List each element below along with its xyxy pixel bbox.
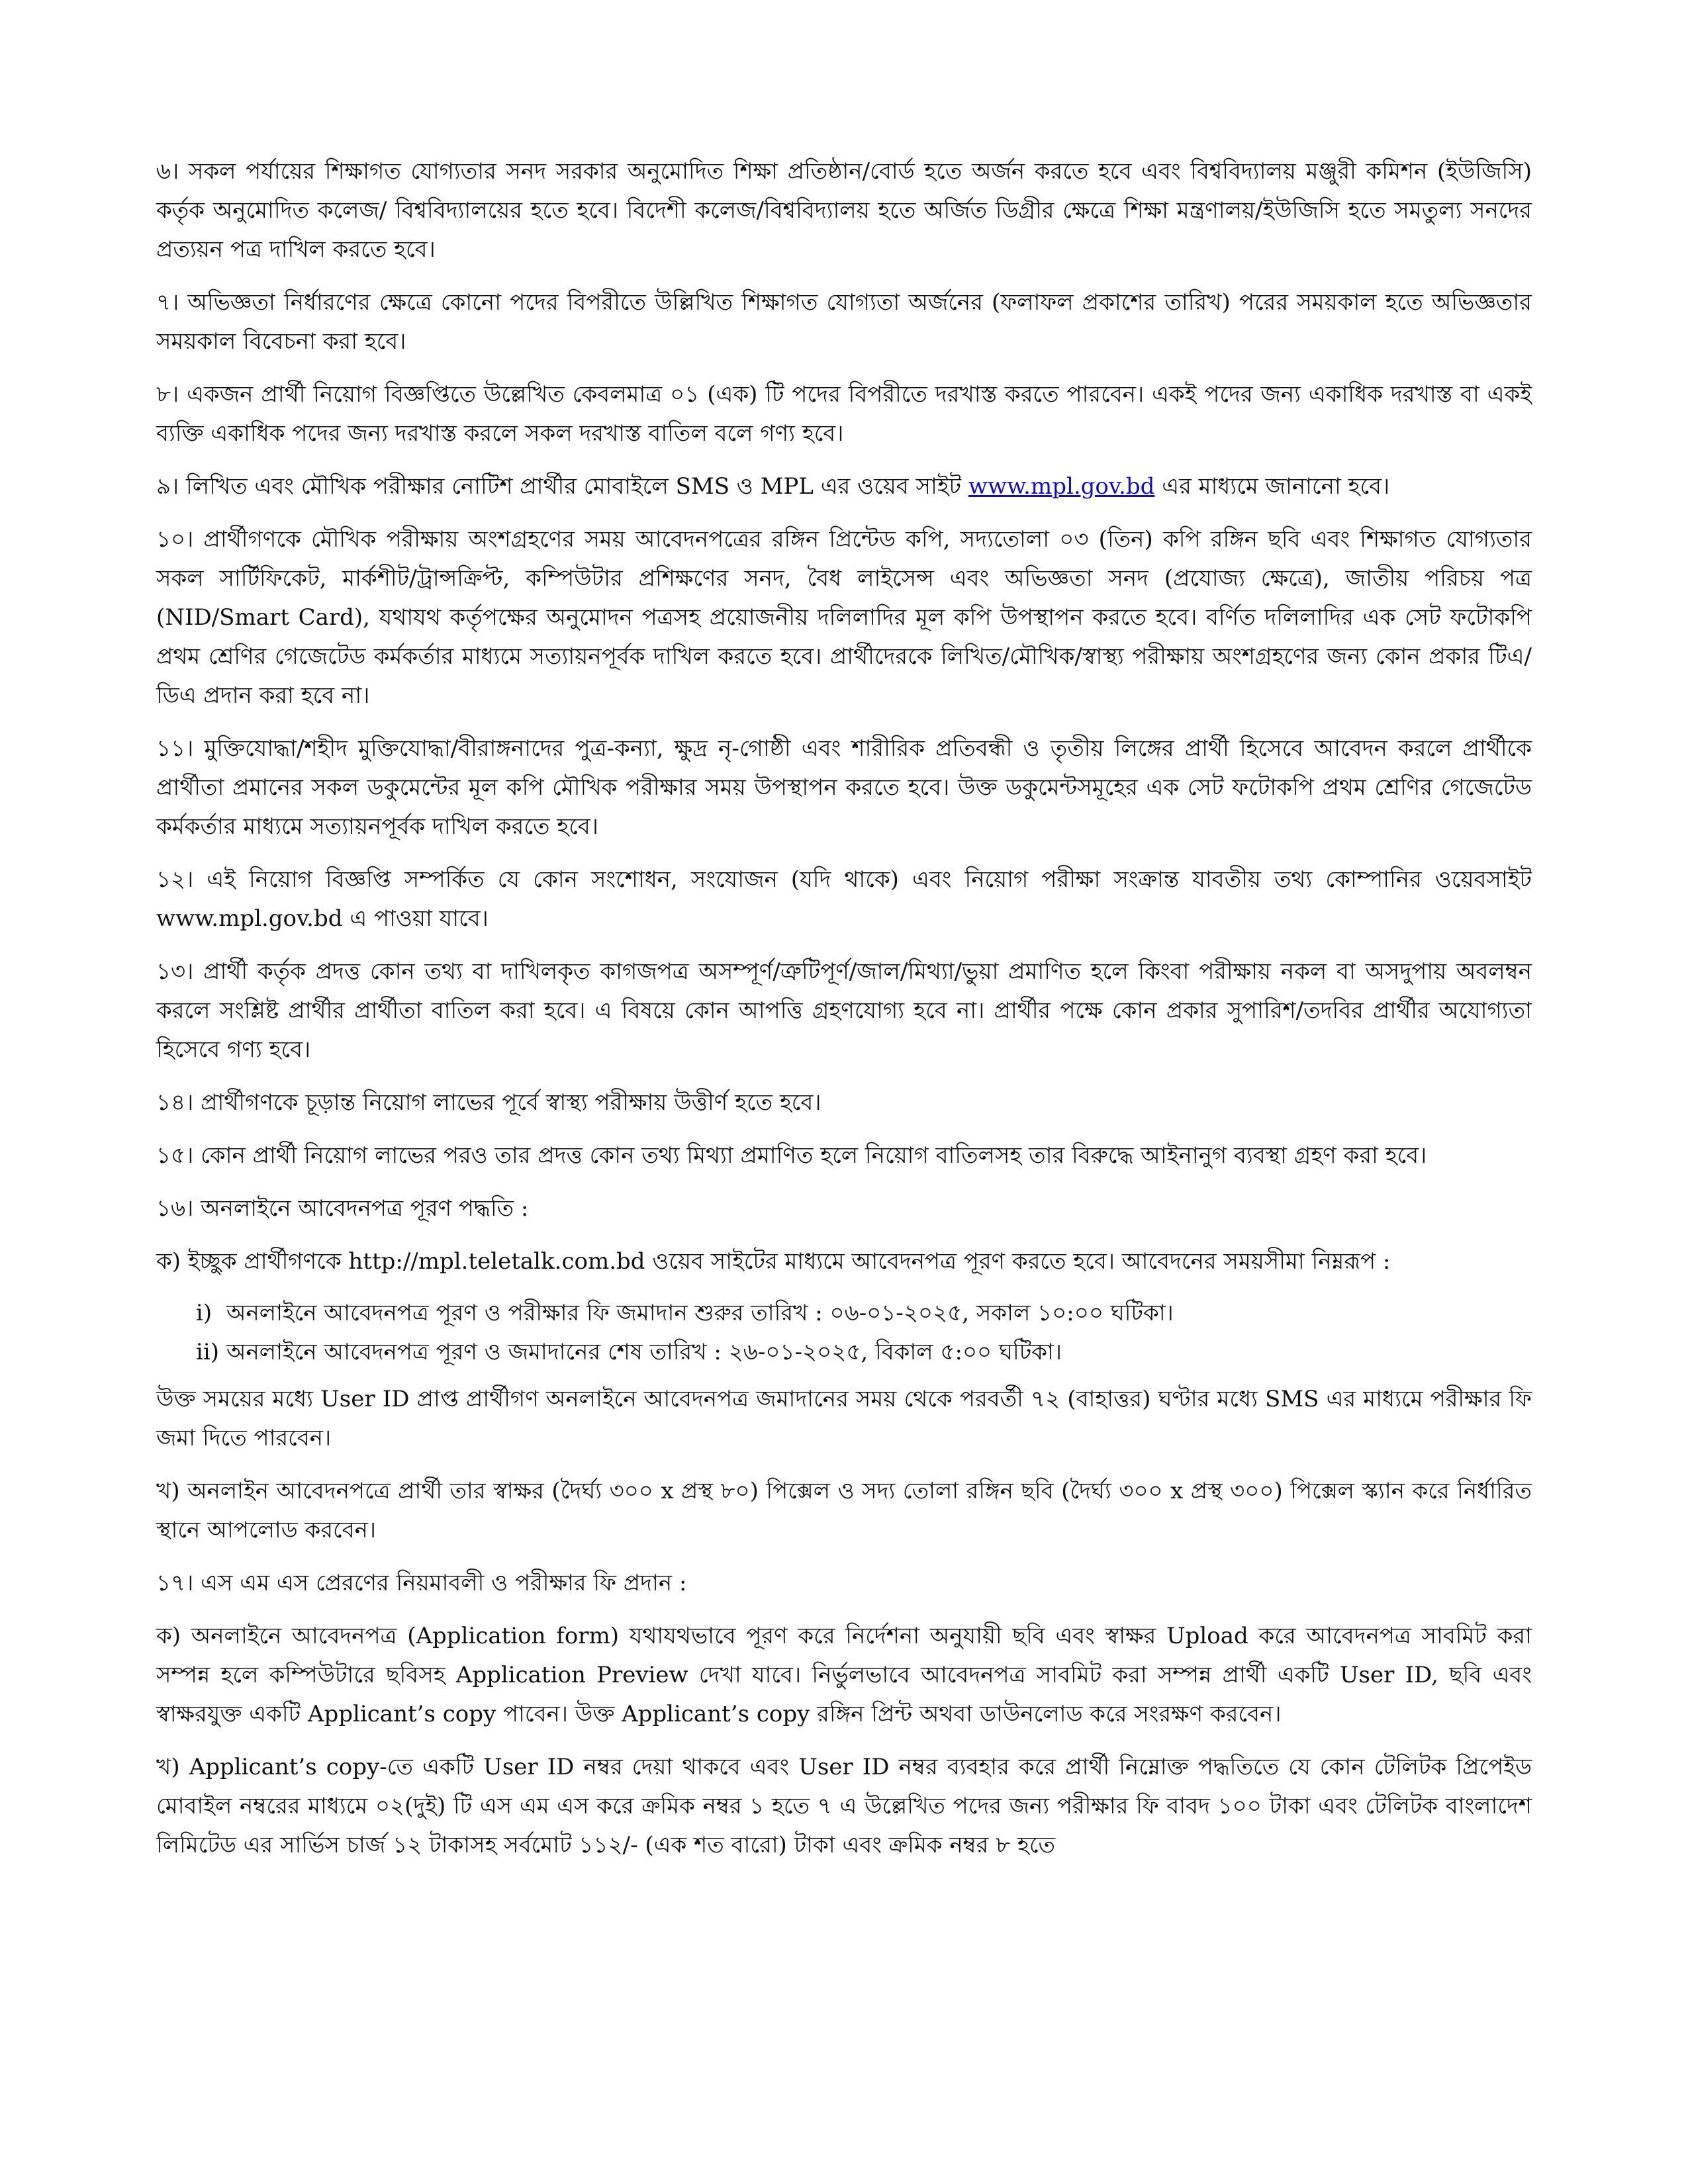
application-dates-list	[196, 1294, 1532, 1372]
list-marker: ii)	[196, 1339, 220, 1365]
paragraph-12: ১২। এই নিয়োগ বিজ্ঞপ্তি সম্পর্কিত যে কোন সংশোধন, সংযোজন (যদি থাকে) এবং নিয়োগ পরীক্ষা সংক্রান্ত যাবতীয় তথ্য কোম্পানির ওয়েবসাইট www.mpl.gov.bd এ পাওয়া যাবে।	[156, 866, 1532, 932]
section-16-note: উক্ত সময়ের মধ্যে User ID প্রাপ্ত প্রার্থীগণ অনলাইনে আবেদনপত্র জমাদানের সময় থেকে পরবর্তী ৭২ (বাহাত্তর) ঘণ্টার মধ্যে SMS এর মাধ্যমে পরীক্ষার ফি জমা দিতে পারবেন।	[156, 1386, 1532, 1451]
paragraph-7: ৭। অভিজ্ঞতা নির্ধারণের ক্ষেত্রে কোনো পদের বিপরীতে উল্লিখিত শিক্ষাগত যোগ্যতা অর্জনের (ফলাফল প্রকাশের তারিখ) পরের সময়কাল হতে অভিজ্ঞতার সময়কাল বিবেচনা করা হবে।	[156, 289, 1532, 355]
paragraph-10: ১০। প্রার্থীগণকে মৌখিক পরীক্ষায় অংশগ্রহণের সময় আবেদনপত্রের রঙ্গিন প্রিন্টেড কপি, সদ্যতোলা ০৩ (তিন) কপি রঙ্গিন ছবি এবং শিক্ষাগত যোগ্যতার সকল সার্টিফিকেট, মার্কশীট/ট্রান্সক্রিপ্ট, কম্পিউটার প্রশিক্ষণের সনদ, বৈধ লাইসেন্স এবং অভিজ্ঞতা সনদ (প্রযোজ্য ক্ষেত্রে), জাতীয় পরিচয় পত্র (NID/Smart Card), যথাযথ কর্তৃপক্ষের অনুমোদন পত্রসহ প্রয়োজনীয় দলিলাদির মূল কপি উপস্থাপন করতে হবে। বর্ণিত দলিলাদির এক সেট ফটোকপি প্রথম শ্রেণির গেজেটেড কর্মকর্তার মাধ্যমে সত্যায়নপূর্বক দাখিল করতে হবে। প্রার্থীদেরকে লিখিত/মৌখিক/স্বাস্থ্য পরীক্ষায় অংশগ্রহণের জন্য কোন প্রকার টিএ/ডিএ প্রদান করা হবে না।	[156, 526, 1532, 709]
paragraph-9-text-after: এর মাধ্যমে জানানো হবে।	[1154, 473, 1390, 500]
paragraph-6: ৬। সকল পর্যায়ের শিক্ষাগত যোগ্যতার সনদ সরকার অনুমোদিত শিক্ষা প্রতিষ্ঠান/বোর্ড হতে অর্জন করতে হবে এবং বিশ্ববিদ্যালয় মঞ্জুরী কমিশন (ইউজিসি) কর্তৃক অনুমোদিত কলেজ/ বিশ্ববিদ্যালয়ের হতে হবে। বিদেশী কলেজ/বিশ্ববিদ্যালয় হতে অর্জিত ডিগ্রীর ক্ষেত্রে শিক্ষা মন্ত্রণালয়/ইউজিসি হতে সমতুল্য সনদের প্রত্যয়ন পত্র দাখিল করতে হবে।	[156, 158, 1532, 263]
mpl-website-link[interactable]: www.mpl.gov.bd	[968, 473, 1155, 500]
application-start-date: অনলাইনে আবেদনপত্র পূরণ ও পরীক্ষার ফি জমাদান শুরুর তারিখ : ০৬-০১-২০২৫, সকাল ১০:০০ ঘটিকা।	[226, 1300, 1174, 1326]
list-item	[196, 1294, 1532, 1333]
paragraph-14: ১৪। প্রার্থীগণকে চূড়ান্ত নিয়োগ লাভের পূর্বে স্বাস্থ্য পরীক্ষায় উত্তীর্ণ হতে হবে।	[156, 1089, 821, 1116]
section-17-item-kha: খ) Applicant’s copy-তে একটি User ID নম্বর দেয়া থাকবে এবং User ID নম্বর ব্যবহার করে প্রার্থী নিম্নোক্ত পদ্ধতিতে যে কোন টেলিটক প্রিপেইড মোবাইল নম্বরের মাধ্যমে ০২(দুই) টি এস এম এস করে ক্রমিক নম্বর ১ হতে ৭ এ উল্লেখিত পদের জন্য পরীক্ষার ফি বাবদ ১০০ টাকা এবং টেলিটক বাংলাদেশ লিমিটেড এর সার্ভিস চার্জ ১২ টাকাসহ সর্বমোট ১১২/- (এক শত বারো) টাকা এবং ক্রমিক নম্বর ৮ হতে	[156, 1754, 1532, 1858]
application-end-date: অনলাইনে আবেদনপত্র পূরণ ও জমাদানের শেষ তারিখ : ২৬-০১-২০২৫, বিকাল ৫:০০ ঘটিকা।	[226, 1339, 1062, 1365]
section-16-item-kha: খ) অনলাইন আবেদনপত্রে প্রার্থী তার স্বাক্ষর (দৈর্ঘ্য ৩০০ x প্রস্থ ৮০) পিক্সেল ও সদ্য তোলা রঙ্গিন ছবি (দৈর্ঘ্য ৩০০ x প্রস্থ ৩০০) পিক্সেল স্ক্যান করে নির্ধারিত স্থানে আপলোড করবেন।	[156, 1478, 1532, 1543]
section-17-item-ka: ক) অনলাইনে আবেদনপত্র (Application form) যথাযথভাবে পূরণ করে নির্দেশনা অনুযায়ী ছবি এবং স্বাক্ষর Upload করে আবেদনপত্র সাবমিট করা সম্পন্ন হলে কম্পিউটারে ছবিসহ Application Preview দেখা যাবে। নির্ভুলভাবে আবেদনপত্র সাবমিট করা সম্পন্ন প্রার্থী একটি User ID, ছবি এবং স্বাক্ষরযুক্ত একটি Applicant’s copy পাবেন। উক্ত Applicant’s copy রঙ্গিন প্রিন্ট অথবা ডাউনলোড করে সংরক্ষণ করবেন।	[156, 1623, 1532, 1727]
list-marker: i)	[196, 1300, 212, 1326]
section-16-heading: ১৬। অনলাইনে আবেদনপত্র পূরণ পদ্ধতি :	[156, 1195, 529, 1222]
section-17-heading: ১৭। এস এম এস প্রেরণের নিয়মাবলী ও পরীক্ষার ফি প্রদান :	[156, 1570, 687, 1596]
paragraph-13: ১৩। প্রার্থী কর্তৃক প্রদত্ত কোন তথ্য বা দাখিলকৃত কাগজপত্র অসম্পূর্ণ/ত্রুটিপূর্ণ/জাল/মিথ্যা/ভুয়া প্রমাণিত হলে কিংবা পরীক্ষায় নকল বা অসদুপায় অবলম্বন করলে সংশ্লিষ্ট প্রার্থীর প্রার্থীতা বাতিল করা হবে। এ বিষয়ে কোন আপত্তি গ্রহণযোগ্য হবে না। প্রার্থীর পক্ষে কোন প্রকার সুপারিশ/তদবির প্রার্থীর অযোগ্যতা হিসেবে গণ্য হবে।	[156, 958, 1532, 1063]
paragraph-11: ১১। মুক্তিযোদ্ধা/শহীদ মুক্তিযোদ্ধা/বীরাঙ্গনাদের পুত্র-কন্যা, ক্ষুদ্র নৃ-গোষ্ঠী এবং শারীরিক প্রতিবন্ধী ও তৃতীয় লিঙ্গের প্রার্থী হিসেবে আবেদন করলে প্রার্থীকে প্রার্থীতা প্রমানের সকল ডকুমেন্টের মূল কপি মৌখিক পরীক্ষার সময় উপস্থাপন করতে হবে। উক্ত ডকুমেন্টসমূহের এক সেট ফটোকপি প্রথম শ্রেণির গেজেটেড কর্মকর্তার মাধ্যমে সত্যায়নপূর্বক দাখিল করতে হবে।	[156, 735, 1532, 840]
paragraph-8: ৮। একজন প্রার্থী নিয়োগ বিজ্ঞপ্তিতে উল্লেখিত কেবলমাত্র ০১ (এক) টি পদের বিপরীতে দরখাস্ত করতে পারবেন। একই পদের জন্য একাধিক দরখাস্ত বা একই ব্যক্তি একাধিক পদের জন্য দরখাস্ত করলে সকল দরখাস্ত বাতিল বলে গণ্য হবে।	[156, 381, 1532, 447]
section-16-item-ka: ক) ইচ্ছুক প্রার্থীগণকে http://mpl.teletalk.com.bd ওয়েব সাইটের মাধ্যমে আবেদনপত্র পূরণ করতে হবে। আবেদনের সময়সীমা নিম্নরূপ :	[156, 1248, 1391, 1275]
paragraph-15: ১৫। কোন প্রার্থী নিয়োগ লাভের পরও তার প্রদত্ত কোন তথ্য মিথ্যা প্রমাণিত হলে নিয়োগ বাতিলসহ তার বিরুদ্ধে আইনানুগ ব্যবস্থা গ্রহণ করা হবে।	[156, 1142, 1427, 1169]
paragraph-9-text-before: ৯। লিখিত এবং মৌখিক পরীক্ষার নোটিশ প্রার্থীর মোবাইলে SMS ও MPL এর ওয়েব সাইট	[156, 473, 968, 500]
list-item	[196, 1333, 1532, 1372]
paragraph-9	[156, 467, 1532, 506]
